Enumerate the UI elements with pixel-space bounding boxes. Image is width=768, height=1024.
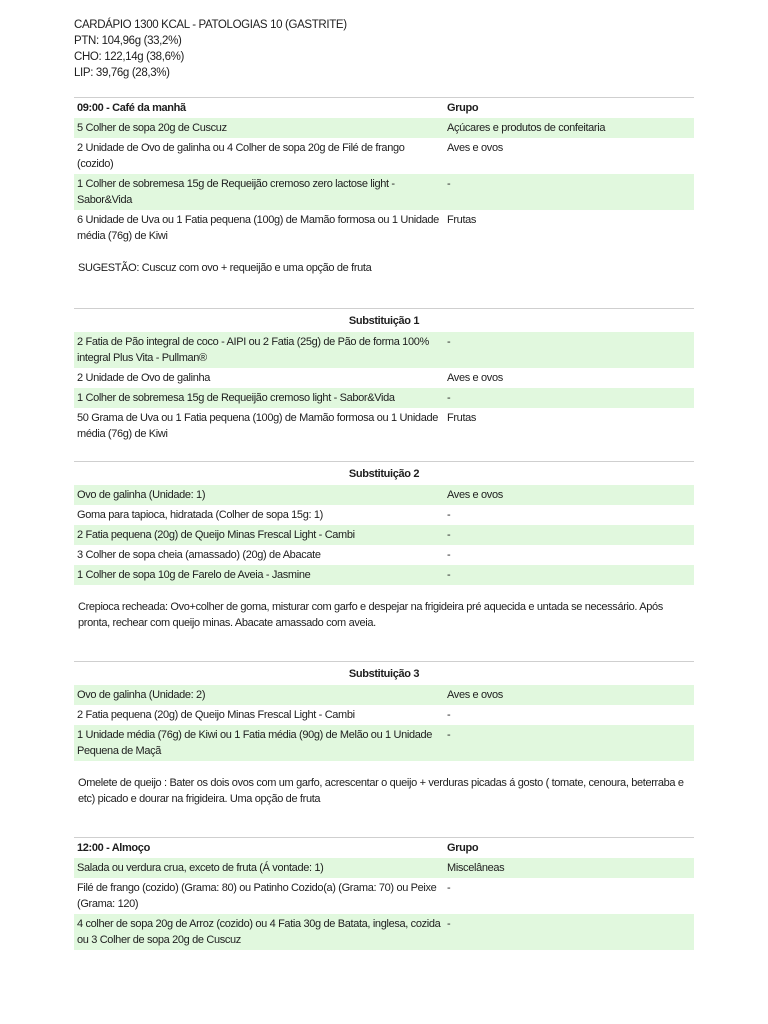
lipid-summary: LIP: 39,76g (28,3%) xyxy=(74,67,170,79)
table-row xyxy=(74,545,694,565)
food-group: - xyxy=(447,392,451,404)
food-group: - xyxy=(447,918,451,930)
food-item: 6 Unidade de Uva ou 1 Fatia pequena (100g) de Mamão formosa ou 1 Unidade média (76g) de Kiwi xyxy=(77,214,439,242)
menu-title: CARDÁPIO 1300 KCAL - PATOLOGIAS 10 (GASTRITE) xyxy=(74,19,347,31)
table-row xyxy=(74,914,694,950)
food-group: Aves e ovos xyxy=(447,689,503,701)
food-group: - xyxy=(447,729,451,741)
recipe-note: Omelete de queijo : Bater os dois ovos com um garfo, acrescentar o queijo + verduras picadas á gosto ( tomate, cenoura, beterraba e etc) picado e dourar na frigideira. Uma opção de fruta xyxy=(78,777,684,805)
food-group: - xyxy=(447,529,451,541)
food-item: 2 Unidade de Ovo de galinha xyxy=(77,372,211,384)
table-row xyxy=(74,388,694,408)
meal-title: 12:00 - Almoço xyxy=(77,842,150,854)
food-group: Aves e ovos xyxy=(447,142,503,154)
food-item: 1 Colher de sopa 10g de Farelo de Aveia - Jasmine xyxy=(77,569,311,581)
food-group: Açúcares e produtos de confeitaria xyxy=(447,122,606,134)
table-row xyxy=(74,138,694,174)
food-item: 1 Colher de sobremesa 15g de Requeijão cremoso zero lactose light - Sabor&Vida xyxy=(77,178,395,206)
food-item: 2 Fatia pequena (20g) de Queijo Minas Frescal Light - Cambi xyxy=(77,709,355,721)
table-row xyxy=(74,408,694,444)
table-row xyxy=(74,368,694,388)
table-row xyxy=(74,565,694,585)
table-row xyxy=(74,525,694,545)
food-item: Goma para tapioca, hidratada (Colher de sopa 15g: 1) xyxy=(77,509,323,521)
breakfast-section xyxy=(74,97,694,276)
food-group: Aves e ovos xyxy=(447,372,503,384)
group-column-header: Grupo xyxy=(447,842,479,854)
carbohydrate-summary: CHO: 122,14g (38,6%) xyxy=(74,51,184,63)
food-item: 2 Fatia pequena (20g) de Queijo Minas Frescal Light - Cambi xyxy=(77,529,355,541)
food-item: Ovo de galinha (Unidade: 1) xyxy=(77,489,206,501)
food-group: Frutas xyxy=(447,412,477,424)
meal-title: 09:00 - Café da manhã xyxy=(77,102,186,114)
table-row xyxy=(74,685,694,705)
table-row xyxy=(74,210,694,246)
breakfast-header-row xyxy=(74,98,694,118)
table-row xyxy=(74,485,694,505)
food-item: 5 Colher de sopa 20g de Cuscuz xyxy=(77,122,227,134)
food-item: Salada ou verdura crua, exceto de fruta (Á vontade: 1) xyxy=(77,862,324,874)
recipe-note: Crepioca recheada: Ovo+colher de goma, misturar com garfo e despejar na frigideira pré aquecida e untada se necessário. Após pronta, rechear com queijo minas. Abacate amassado com aveia. xyxy=(78,601,663,629)
food-group: - xyxy=(447,336,451,348)
food-item: Ovo de galinha (Unidade: 2) xyxy=(77,689,206,701)
food-item: 1 Colher de sobremesa 15g de Requeijão cremoso light - Sabor&Vida xyxy=(77,392,395,404)
table-row xyxy=(74,332,694,368)
substitution-1-section xyxy=(74,308,694,444)
food-group: - xyxy=(447,882,451,894)
table-row xyxy=(74,174,694,210)
substitution-title: Substituição 3 xyxy=(348,668,420,680)
food-group: - xyxy=(447,509,451,521)
food-item: 3 Colher de sopa cheia (amassado) (20g) de Abacate xyxy=(77,549,321,561)
food-item: 50 Grama de Uva ou 1 Fatia pequena (100g) de Mamão formosa ou 1 Unidade média (76g) de Kiwi xyxy=(77,412,438,440)
table-row xyxy=(74,505,694,525)
table-row xyxy=(74,118,694,138)
food-item: 1 Unidade média (76g) de Kiwi ou 1 Fatia média (90g) de Melão ou 1 Unidade Pequena de Maçã xyxy=(77,729,433,757)
substitution-3-section xyxy=(74,661,694,807)
substitution-2-section xyxy=(74,461,694,631)
food-group: - xyxy=(447,549,451,561)
substitution-title: Substituição 2 xyxy=(348,468,420,480)
table-row xyxy=(74,705,694,725)
table-row xyxy=(74,878,694,914)
suggestion-note: SUGESTÃO: Cuscuz com ovo + requeijão e uma opção de fruta xyxy=(78,262,372,274)
food-group: - xyxy=(447,709,451,721)
food-item: 2 Unidade de Ovo de galinha ou 4 Colher de sopa 20g de Filé de frango (cozido) xyxy=(77,142,405,170)
food-item: 2 Fatia de Pão integral de coco - AIPI ou 2 Fatia (25g) de Pão de forma 100% integral Plus Vita - Pullman® xyxy=(77,336,429,364)
table-row xyxy=(74,725,694,761)
food-group: Miscelâneas xyxy=(447,862,505,874)
substitution-title: Substituição 1 xyxy=(348,315,420,327)
food-group: Aves e ovos xyxy=(447,489,503,501)
food-group: - xyxy=(447,569,451,581)
protein-summary: PTN: 104,96g (33,2%) xyxy=(74,35,182,47)
food-group: Frutas xyxy=(447,214,477,226)
table-row xyxy=(74,858,694,878)
menu-header xyxy=(74,17,347,81)
food-group: - xyxy=(447,178,451,190)
group-column-header: Grupo xyxy=(447,102,479,114)
food-item: Filé de frango (cozido) (Grama: 80) ou Patinho Cozido(a) (Grama: 70) ou Peixe (Grama: 120) xyxy=(77,882,437,910)
food-item: 4 colher de sopa 20g de Arroz (cozido) ou 4 Fatia 30g de Batata, inglesa, cozida ou 3 Colher de sopa 20g de Cuscuz xyxy=(77,918,441,946)
lunch-header-row xyxy=(74,838,694,858)
lunch-section xyxy=(74,837,694,950)
